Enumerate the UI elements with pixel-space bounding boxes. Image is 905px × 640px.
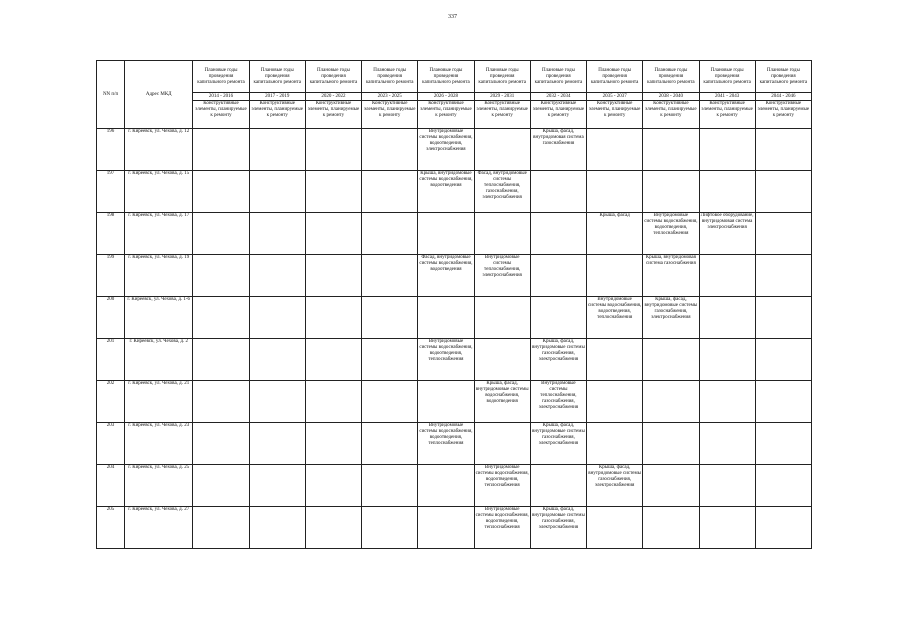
- repair-elements-cell: [249, 297, 305, 339]
- period-label-header: Плановые годы проведения капитального ремонта: [418, 61, 474, 93]
- repair-elements-cell: [193, 213, 249, 255]
- repair-elements-cell: [474, 297, 530, 339]
- repair-elements-cell: [418, 507, 474, 549]
- row-address: г. Киреевск, ул. Чехова, д. 19: [125, 255, 193, 297]
- repair-elements-cell: Крыша, внутридомовая система газоснабжения: [643, 255, 699, 297]
- repair-elements-cell: [362, 129, 418, 171]
- repair-elements-cell: [530, 171, 586, 213]
- row-number: 199: [97, 255, 125, 297]
- repair-elements-cell: [362, 465, 418, 507]
- elements-header: Конструктивные элементы, планируемые к ремонту: [643, 101, 699, 129]
- period-label-header: Плановые годы проведения капитального ремонта: [530, 61, 586, 93]
- repair-elements-cell: [587, 129, 643, 171]
- elements-header: Конструктивные элементы, планируемые к ремонту: [755, 101, 811, 129]
- repair-elements-cell: Крыша, фасад, внутридомовые системы газоснабжения, электроснабжения: [530, 339, 586, 381]
- repair-elements-cell: [643, 381, 699, 423]
- period-label-header: Плановые годы проведения капитального ремонта: [249, 61, 305, 93]
- repair-elements-cell: [699, 129, 755, 171]
- period-label-header: Плановые годы проведения капитального ремонта: [587, 61, 643, 93]
- repair-elements-cell: [193, 507, 249, 549]
- repair-elements-cell: [193, 423, 249, 465]
- period-years-header: 2032 - 2034: [530, 93, 586, 101]
- table-row: [97, 129, 812, 171]
- period-label-header: Плановые годы проведения капитального ремонта: [643, 61, 699, 93]
- repair-elements-cell: [530, 297, 586, 339]
- address-header: Адрес МКД: [125, 61, 193, 129]
- row-address: г. Киреевск, ул. Чехова, д. 21: [125, 381, 193, 423]
- period-label-header: Плановые годы проведения капитального ремонта: [362, 61, 418, 93]
- repair-elements-cell: Крыша, фасад, внутридомовые системы водоснабжения, водоотведения: [474, 381, 530, 423]
- repair-elements-cell: Крыша, фасад, внутридомовые системы газоснабжения, электроснабжения: [587, 465, 643, 507]
- elements-header: Конструктивные элементы, планируемые к ремонту: [305, 101, 361, 129]
- repair-elements-cell: Фасад, внутридомовые системы теплоснабжения, газоснабжения, электроснабжения: [474, 171, 530, 213]
- repair-elements-cell: [305, 381, 361, 423]
- row-address: г. Киреевск, ул. Чехова, д. 17: [125, 213, 193, 255]
- repair-elements-cell: Крыша, фасад, внутридомовая система газоснабжения: [530, 129, 586, 171]
- repair-elements-cell: [305, 465, 361, 507]
- repair-elements-cell: Внутридомовые системы водоснабжения, водоотведения, теплоснабжения: [418, 423, 474, 465]
- repair-elements-cell: Внутридомовые системы водоснабжения, водоотведения, теплоснабжения: [643, 213, 699, 255]
- row-address: г. Киреевск, ул. Чехова, д. 25: [125, 465, 193, 507]
- repair-elements-cell: Внутридомовые системы водоснабжения, водоотведения, теплоснабжения: [587, 297, 643, 339]
- repair-elements-cell: [699, 507, 755, 549]
- repair-elements-cell: Крыша, фасад, внутридомовые системы газоснабжения, электроснабжения: [530, 423, 586, 465]
- repair-elements-cell: [755, 339, 811, 381]
- repair-elements-cell: [193, 339, 249, 381]
- repair-elements-cell: [305, 297, 361, 339]
- repair-elements-cell: [193, 297, 249, 339]
- repair-elements-cell: [755, 423, 811, 465]
- repair-elements-cell: [305, 171, 361, 213]
- period-years-header: 2029 - 2031: [474, 93, 530, 101]
- elements-header: Конструктивные элементы, планируемые к ремонту: [530, 101, 586, 129]
- page-number: 337: [448, 14, 457, 20]
- repair-elements-cell: Крыша, фасад, внутридомовые системы газоснабжения, электроснабжения: [643, 297, 699, 339]
- row-address: г. Киреевск, ул. Чехова, д. 15: [125, 171, 193, 213]
- table-row: [97, 465, 812, 507]
- elements-header: Конструктивные элементы, планируемые к ремонту: [249, 101, 305, 129]
- period-label-header: Плановые годы проведения капитального ремонта: [699, 61, 755, 93]
- repair-elements-cell: [755, 213, 811, 255]
- repair-elements-cell: [418, 213, 474, 255]
- repair-elements-cell: [755, 507, 811, 549]
- row-number: 204: [97, 465, 125, 507]
- repair-elements-cell: [193, 465, 249, 507]
- repair-elements-cell: [755, 297, 811, 339]
- table-row: [97, 507, 812, 549]
- repair-elements-cell: [362, 297, 418, 339]
- repair-elements-cell: [474, 129, 530, 171]
- repair-elements-cell: [362, 213, 418, 255]
- repair-elements-cell: [362, 507, 418, 549]
- repair-elements-cell: [193, 171, 249, 213]
- period-years-header: 2026 - 2028: [418, 93, 474, 101]
- repair-elements-cell: Фасад, внутридомовые системы водоснабжения, водоотведения: [418, 255, 474, 297]
- repair-elements-cell: Крыша, внутридомовые системы водоснабжения, водоотведения: [418, 171, 474, 213]
- repair-elements-cell: [249, 339, 305, 381]
- repair-elements-cell: [699, 381, 755, 423]
- elements-header: Конструктивные элементы, планируемые к ремонту: [699, 101, 755, 129]
- repair-elements-cell: Крыша, фасад, внутридомовые системы газоснабжения, электроснабжения: [530, 507, 586, 549]
- repair-elements-cell: [362, 171, 418, 213]
- repair-elements-cell: [699, 255, 755, 297]
- repair-elements-cell: [249, 171, 305, 213]
- repair-elements-cell: [305, 339, 361, 381]
- row-address: г. Киреевск, ул. Чехова, д. 23: [125, 423, 193, 465]
- repair-elements-cell: [755, 465, 811, 507]
- elements-header: Конструктивные элементы, планируемые к ремонту: [193, 101, 249, 129]
- row-number: 197: [97, 171, 125, 213]
- row-address: г. Киреевск, ул. Чехова, д. 27: [125, 507, 193, 549]
- period-years-header: 2020 - 2022: [305, 93, 361, 101]
- repair-elements-cell: [193, 129, 249, 171]
- repair-elements-cell: Внутридомовые системы теплоснабжения, электроснабжения: [474, 255, 530, 297]
- repair-elements-cell: [418, 465, 474, 507]
- period-years-header: 2038 - 2040: [643, 93, 699, 101]
- repair-elements-cell: [474, 423, 530, 465]
- repair-elements-cell: [362, 381, 418, 423]
- elements-header: Конструктивные элементы, планируемые к ремонту: [418, 101, 474, 129]
- table-row: [97, 381, 812, 423]
- repair-elements-cell: [643, 129, 699, 171]
- table-row: [97, 297, 812, 339]
- period-years-header: 2014 - 2016: [193, 93, 249, 101]
- row-number: 205: [97, 507, 125, 549]
- row-number: 198: [97, 213, 125, 255]
- repair-elements-cell: [305, 507, 361, 549]
- repair-elements-cell: [418, 381, 474, 423]
- repair-elements-cell: [755, 255, 811, 297]
- row-number: 200: [97, 297, 125, 339]
- repair-elements-cell: [530, 213, 586, 255]
- period-years-header: 2044 - 2046: [755, 93, 811, 101]
- repair-elements-cell: [587, 171, 643, 213]
- repair-elements-cell: [305, 255, 361, 297]
- repair-elements-cell: [530, 255, 586, 297]
- period-label-header: Плановые годы проведения капитального ремонта: [474, 61, 530, 93]
- repair-elements-cell: [474, 213, 530, 255]
- repair-elements-cell: [249, 381, 305, 423]
- repair-elements-cell: Внутридомовые системы водоснабжения, водоотведения, теплоснабжения: [474, 507, 530, 549]
- period-years-header: 2041 - 2043: [699, 93, 755, 101]
- repair-elements-cell: [587, 255, 643, 297]
- repair-elements-cell: [643, 507, 699, 549]
- repair-elements-cell: [699, 339, 755, 381]
- repair-elements-cell: [755, 129, 811, 171]
- repair-elements-cell: Внутридомовые системы водоснабжения, водоотведения, теплоснабжения: [474, 465, 530, 507]
- row-number: 202: [97, 381, 125, 423]
- period-years-header: 2023 - 2025: [362, 93, 418, 101]
- repair-elements-cell: [699, 297, 755, 339]
- repair-elements-cell: Внутридомовые системы водоснабжения, водоотведения, теплоснабжения: [418, 339, 474, 381]
- row-address: г. Киреевск, ул. Чехова, д. 1-б: [125, 297, 193, 339]
- repair-elements-cell: [587, 339, 643, 381]
- repair-elements-cell: [699, 465, 755, 507]
- elements-header: Конструктивные элементы, планируемые к ремонту: [587, 101, 643, 129]
- repair-elements-cell: [755, 171, 811, 213]
- repair-elements-cell: Внутридомовые системы теплоснабжения, газоснабжения, электроснабжения: [530, 381, 586, 423]
- repair-elements-cell: [249, 255, 305, 297]
- table-row: [97, 339, 812, 381]
- repair-elements-cell: [249, 129, 305, 171]
- repair-elements-cell: [699, 423, 755, 465]
- elements-header: Конструктивные элементы, планируемые к ремонту: [474, 101, 530, 129]
- repair-elements-cell: [587, 381, 643, 423]
- repair-elements-cell: Внутридомовые системы водоснабжения, водоотведения, электроснабжения: [418, 129, 474, 171]
- repair-elements-cell: [193, 255, 249, 297]
- row-number: 196: [97, 129, 125, 171]
- table-row: [97, 171, 812, 213]
- repair-elements-cell: [362, 423, 418, 465]
- period-label-header: Плановые годы проведения капитального ремонта: [305, 61, 361, 93]
- repair-elements-cell: [699, 171, 755, 213]
- table-row: [97, 255, 812, 297]
- repair-elements-cell: [418, 297, 474, 339]
- repair-elements-cell: [249, 465, 305, 507]
- repair-elements-cell: [305, 129, 361, 171]
- nn-header: NN п/п: [97, 61, 125, 129]
- period-label-header: Плановые годы проведения капитального ремонта: [755, 61, 811, 93]
- repair-elements-cell: [193, 381, 249, 423]
- repair-elements-cell: [305, 213, 361, 255]
- row-number: 201: [97, 339, 125, 381]
- capital-repair-table: [96, 60, 812, 549]
- period-years-header: 2017 - 2019: [249, 93, 305, 101]
- repair-elements-cell: [530, 465, 586, 507]
- repair-elements-cell: [249, 213, 305, 255]
- repair-elements-cell: [643, 423, 699, 465]
- repair-elements-cell: [474, 339, 530, 381]
- repair-elements-cell: [643, 171, 699, 213]
- repair-elements-cell: Крыша, фасад: [587, 213, 643, 255]
- repair-elements-cell: [643, 465, 699, 507]
- repair-elements-cell: [587, 423, 643, 465]
- repair-elements-cell: [249, 507, 305, 549]
- table-row: [97, 213, 812, 255]
- repair-elements-cell: [755, 381, 811, 423]
- row-address: г. Киреевск, ул. Чехова, д. 2: [125, 339, 193, 381]
- row-address: г. Киреевск, ул. Чехова, д. 12: [125, 129, 193, 171]
- repair-elements-cell: Лифтовое оборудование, внутридомовая система электроснабжения: [699, 213, 755, 255]
- row-number: 203: [97, 423, 125, 465]
- table-row: [97, 423, 812, 465]
- repair-elements-cell: [249, 423, 305, 465]
- repair-elements-cell: [362, 339, 418, 381]
- repair-elements-cell: [643, 339, 699, 381]
- period-label-header: Плановые годы проведения капитального ремонта: [193, 61, 249, 93]
- period-years-header: 2035 - 2037: [587, 93, 643, 101]
- repair-elements-cell: [362, 255, 418, 297]
- elements-header: Конструктивные элементы, планируемые к ремонту: [362, 101, 418, 129]
- repair-elements-cell: [305, 423, 361, 465]
- repair-elements-cell: [587, 507, 643, 549]
